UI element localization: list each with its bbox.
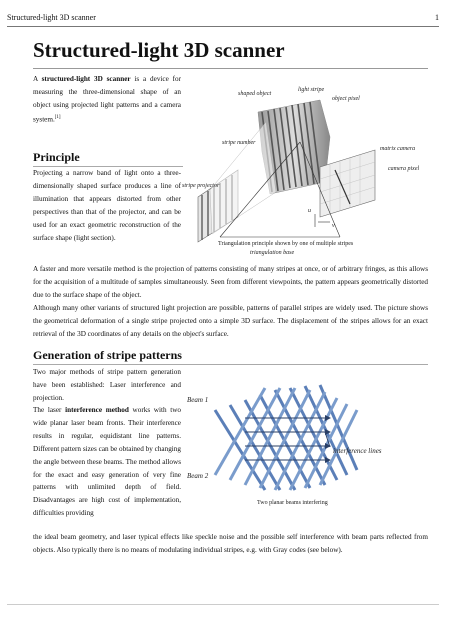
intro-pre: A xyxy=(33,75,42,83)
label-u: u xyxy=(308,208,311,214)
interference-diagram xyxy=(185,380,430,500)
intro-term[interactable]: structured-light 3D scanner xyxy=(41,75,131,83)
interference-figure xyxy=(185,380,430,500)
label-beam-2: Beam 2 xyxy=(187,472,209,480)
generation-paragraph-2 xyxy=(33,404,181,520)
intro-paragraph xyxy=(33,73,181,126)
label-interference-lines: interference lines xyxy=(333,447,382,455)
interference-caption: Two planar beams interfering xyxy=(257,500,328,506)
triangulation-figure xyxy=(180,82,430,257)
generation-paragraph-2-continued: the ideal beam geometry, and laser typical effects like speckle noise and the possible self interference with beam parts reflected from objects. Also typically there is no means of modulating individual stripes, e.g. with Gray codes (see below). xyxy=(33,533,428,554)
header-title: Structured-light 3D scanner xyxy=(7,13,96,22)
label-object-pixel: object pixel xyxy=(332,96,360,102)
page-number: 1 xyxy=(435,13,439,22)
header-rule xyxy=(7,26,439,27)
triangulation-caption: Triangulation principle shown by one of multiple stripes xyxy=(218,241,354,247)
title-rule xyxy=(33,68,428,69)
label-beam-1: Beam 1 xyxy=(187,396,209,404)
principle-paragraph-3: Although many other variants of structured light projection are possible, patterns of parallel stripes are widely used. The picture shows the geometrical deformation of a single stripe projected onto a simple 3D surface. The displacement of the stripes allows for an exact retrieval of the 3D coordinates of any details on the object's surface. xyxy=(33,304,428,338)
interference-method-term[interactable]: interference method xyxy=(65,406,129,414)
principle-heading: Principle xyxy=(33,150,80,164)
principle-paragraph-1: Projecting a narrow band of light onto a three-dimensionally shaped surface produces a line of illumination that appears distorted from other perspectives than that of the projector, and can be used for an exact geometric reconstruction of the surface shape (light section). xyxy=(33,169,181,242)
gen-post: works with two wide planar laser beam fronts. Their interference results in regular, equidistant line patterns. Different pattern sizes can be obtained by changing the angle between these beams. The method allows for the exact and easy generation of very fine patterns with unlimited depth of field. Disadvantages are high cost of implementation, difficulties providing xyxy=(33,406,182,518)
label-light-stripe: light stripe xyxy=(298,87,325,93)
label-matrix-camera: matrix camera xyxy=(380,146,416,152)
label-stripe-number: stripe number xyxy=(222,140,256,146)
gen-pre: The laser xyxy=(33,406,66,414)
label-shaped-object: shaped object xyxy=(238,91,272,97)
generation-paragraph-1: Two major methods of stripe pattern generation have been established: Laser interference and projection. xyxy=(33,368,181,402)
matrix-camera-plane xyxy=(320,150,375,217)
generation-rule xyxy=(33,364,428,365)
intro-post: is a device for measuring the three-dimensional shape of an object using projected light patterns and a camera system. xyxy=(33,75,181,124)
label-stripe-projector: stripe projector xyxy=(182,183,220,189)
label-triangulation-base: triangulation base xyxy=(250,250,295,256)
generation-heading: Generation of stripe patterns xyxy=(33,348,182,362)
principle-paragraph-2: A faster and more versatile method is the projection of patterns consisting of many stripes at once, or of arbitrary fringes, as this allows for the acquisition of a multitude of samples simultaneously. Seen from different viewpoints, the pattern appears geometrically distorted due to the surface shape of the object. xyxy=(33,265,428,299)
label-v: v xyxy=(332,223,335,229)
triangulation-diagram xyxy=(180,82,430,257)
citation-link[interactable]: [1] xyxy=(54,114,61,120)
footer-rule xyxy=(7,604,439,605)
running-header xyxy=(7,13,439,25)
label-camera-pixel: camera pixel xyxy=(388,166,420,172)
page-title: Structured-light 3D scanner xyxy=(33,38,285,62)
